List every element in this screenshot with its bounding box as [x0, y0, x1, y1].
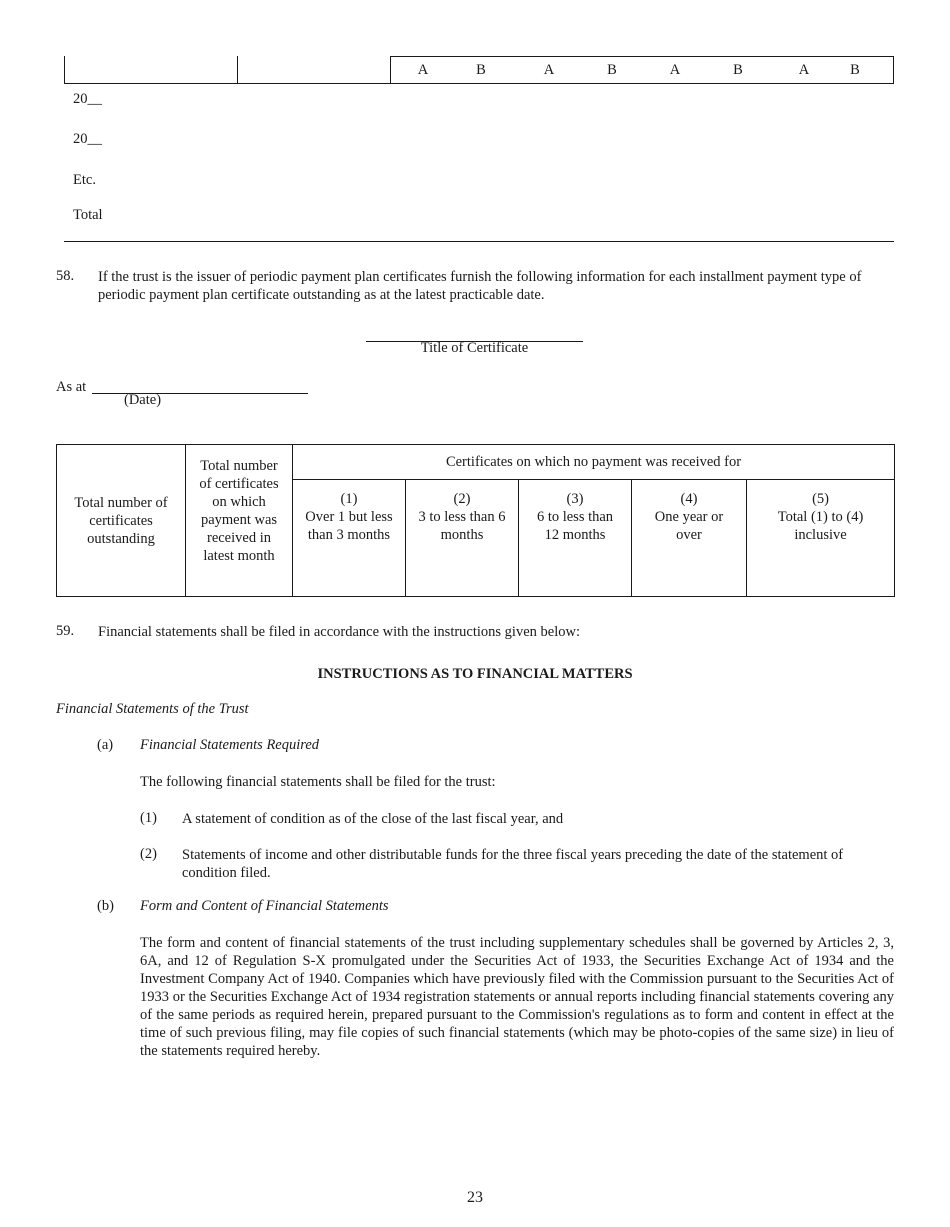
subheader-label: 3 to less than 6 months: [418, 509, 506, 543]
subheader-one-year-or-over: [632, 480, 747, 597]
top-table-left-border: [64, 56, 65, 84]
list-item-marker: (1): [140, 810, 157, 826]
header-total-outstanding-text: Total number of certificates outstanding: [74, 494, 168, 547]
section-a-intro: The following financial statements shall be filed for the trust:: [140, 774, 496, 790]
row-label-etc: Etc.: [73, 172, 96, 188]
item-59-number: 59.: [56, 623, 75, 639]
header-total-paid: [186, 445, 293, 597]
item-58-text: If the trust is the issuer of periodic payment plan certificates furnish the following information for each installment payment type of periodic payment plan certificate outstanding as at the latest practicable date.: [98, 269, 862, 303]
column-label-a: A: [543, 62, 555, 78]
top-table-divider-2: [390, 56, 391, 84]
instructions-heading: INSTRUCTIONS AS TO FINANCIAL MATTERS: [317, 666, 633, 682]
section-b-text: The form and content of financial statements of the trust including supplementary schedules shall be governed by Articles 2, 3, 6A, and 12 of Regulation S-X promulgated under the Securities Act of 1933, the Securities Exchange Act of 1934 and the Investment Company Act of 1940. Companies which have previously filed with the Commission pursuant to the Securities Act of 1933 or the Securities Exchange Act of 1934 registration statements or annual reports including financial statements covering any of the same periods as required herein, prepared pursuant to the Commission's regulations as to form and content in effect at the time of such previous filing, may file copies of such financial statements (which may be photo-copies of the same size) in lieu of the statements required hereby.: [140, 935, 894, 1059]
header-total-outstanding: [57, 445, 186, 597]
as-at-label: As at: [56, 379, 87, 395]
column-label-b: B: [850, 62, 860, 78]
column-label-b: B: [476, 62, 486, 78]
column-label-a: A: [798, 62, 810, 78]
subheader-label: 6 to less than 12 months: [536, 509, 614, 543]
row-label-year: 20__: [73, 91, 102, 107]
subheader-label: Total (1) to (4) inclusive: [777, 509, 864, 543]
instructions-subheading: Financial Statements of the Trust: [56, 701, 249, 717]
section-b-marker: (b): [97, 898, 114, 914]
section-a-title: Financial Statements Required: [140, 737, 320, 753]
subheader-label: Over 1 but less than 3 months: [305, 509, 393, 543]
column-label-b: B: [607, 62, 617, 78]
top-table-header-bottom: [64, 83, 894, 84]
certificate-table: [56, 444, 895, 597]
title-of-certificate-caption: Title of Certificate: [420, 340, 529, 356]
row-label-total: Total: [73, 207, 103, 223]
section-a-marker: (a): [97, 737, 114, 753]
subheader-number: (3): [566, 491, 584, 507]
subheader-number: (4): [680, 491, 698, 507]
subheader-number: (1): [340, 491, 358, 507]
subheader-6-to-12-months: [519, 480, 632, 597]
page-number: 23: [467, 1189, 483, 1206]
list-item-text: A statement of condition as of the close of the last fiscal year, and: [182, 811, 564, 827]
top-table-right-border: [893, 56, 894, 84]
subheader-over-1-month: [293, 480, 406, 597]
list-item-text: Statements of income and other distributable funds for the three fiscal years preceding the date of the statement of condition filed.: [182, 847, 844, 881]
item-59-text: Financial statements shall be filed in accordance with the instructions given below:: [98, 624, 580, 640]
header-total-paid-text: Total number of certificates on which payment was received in latest month: [199, 458, 279, 564]
date-caption: (Date): [124, 392, 162, 408]
top-table-ab-top-border: [390, 56, 894, 57]
column-label-a: A: [669, 62, 681, 78]
item-58-number: 58.: [56, 268, 75, 284]
subheader-3-to-6-months: [406, 480, 519, 597]
subheader-number: (2): [453, 491, 471, 507]
column-label-a: A: [417, 62, 429, 78]
top-table-divider-1: [237, 56, 238, 84]
subheader-label: One year or over: [654, 509, 724, 543]
top-table-bottom-rule: [64, 241, 894, 242]
section-b-title: Form and Content of Financial Statements: [140, 898, 389, 914]
subheader-number: (5): [812, 491, 829, 507]
list-item-marker: (2): [140, 846, 157, 862]
header-no-payment-group-text: Certificates on which no payment was received for: [445, 454, 742, 470]
row-label-year: 20__: [73, 131, 102, 147]
column-label-b: B: [733, 62, 743, 78]
header-no-payment-group: [293, 445, 895, 480]
subheader-total-1-to-4: [747, 480, 895, 597]
